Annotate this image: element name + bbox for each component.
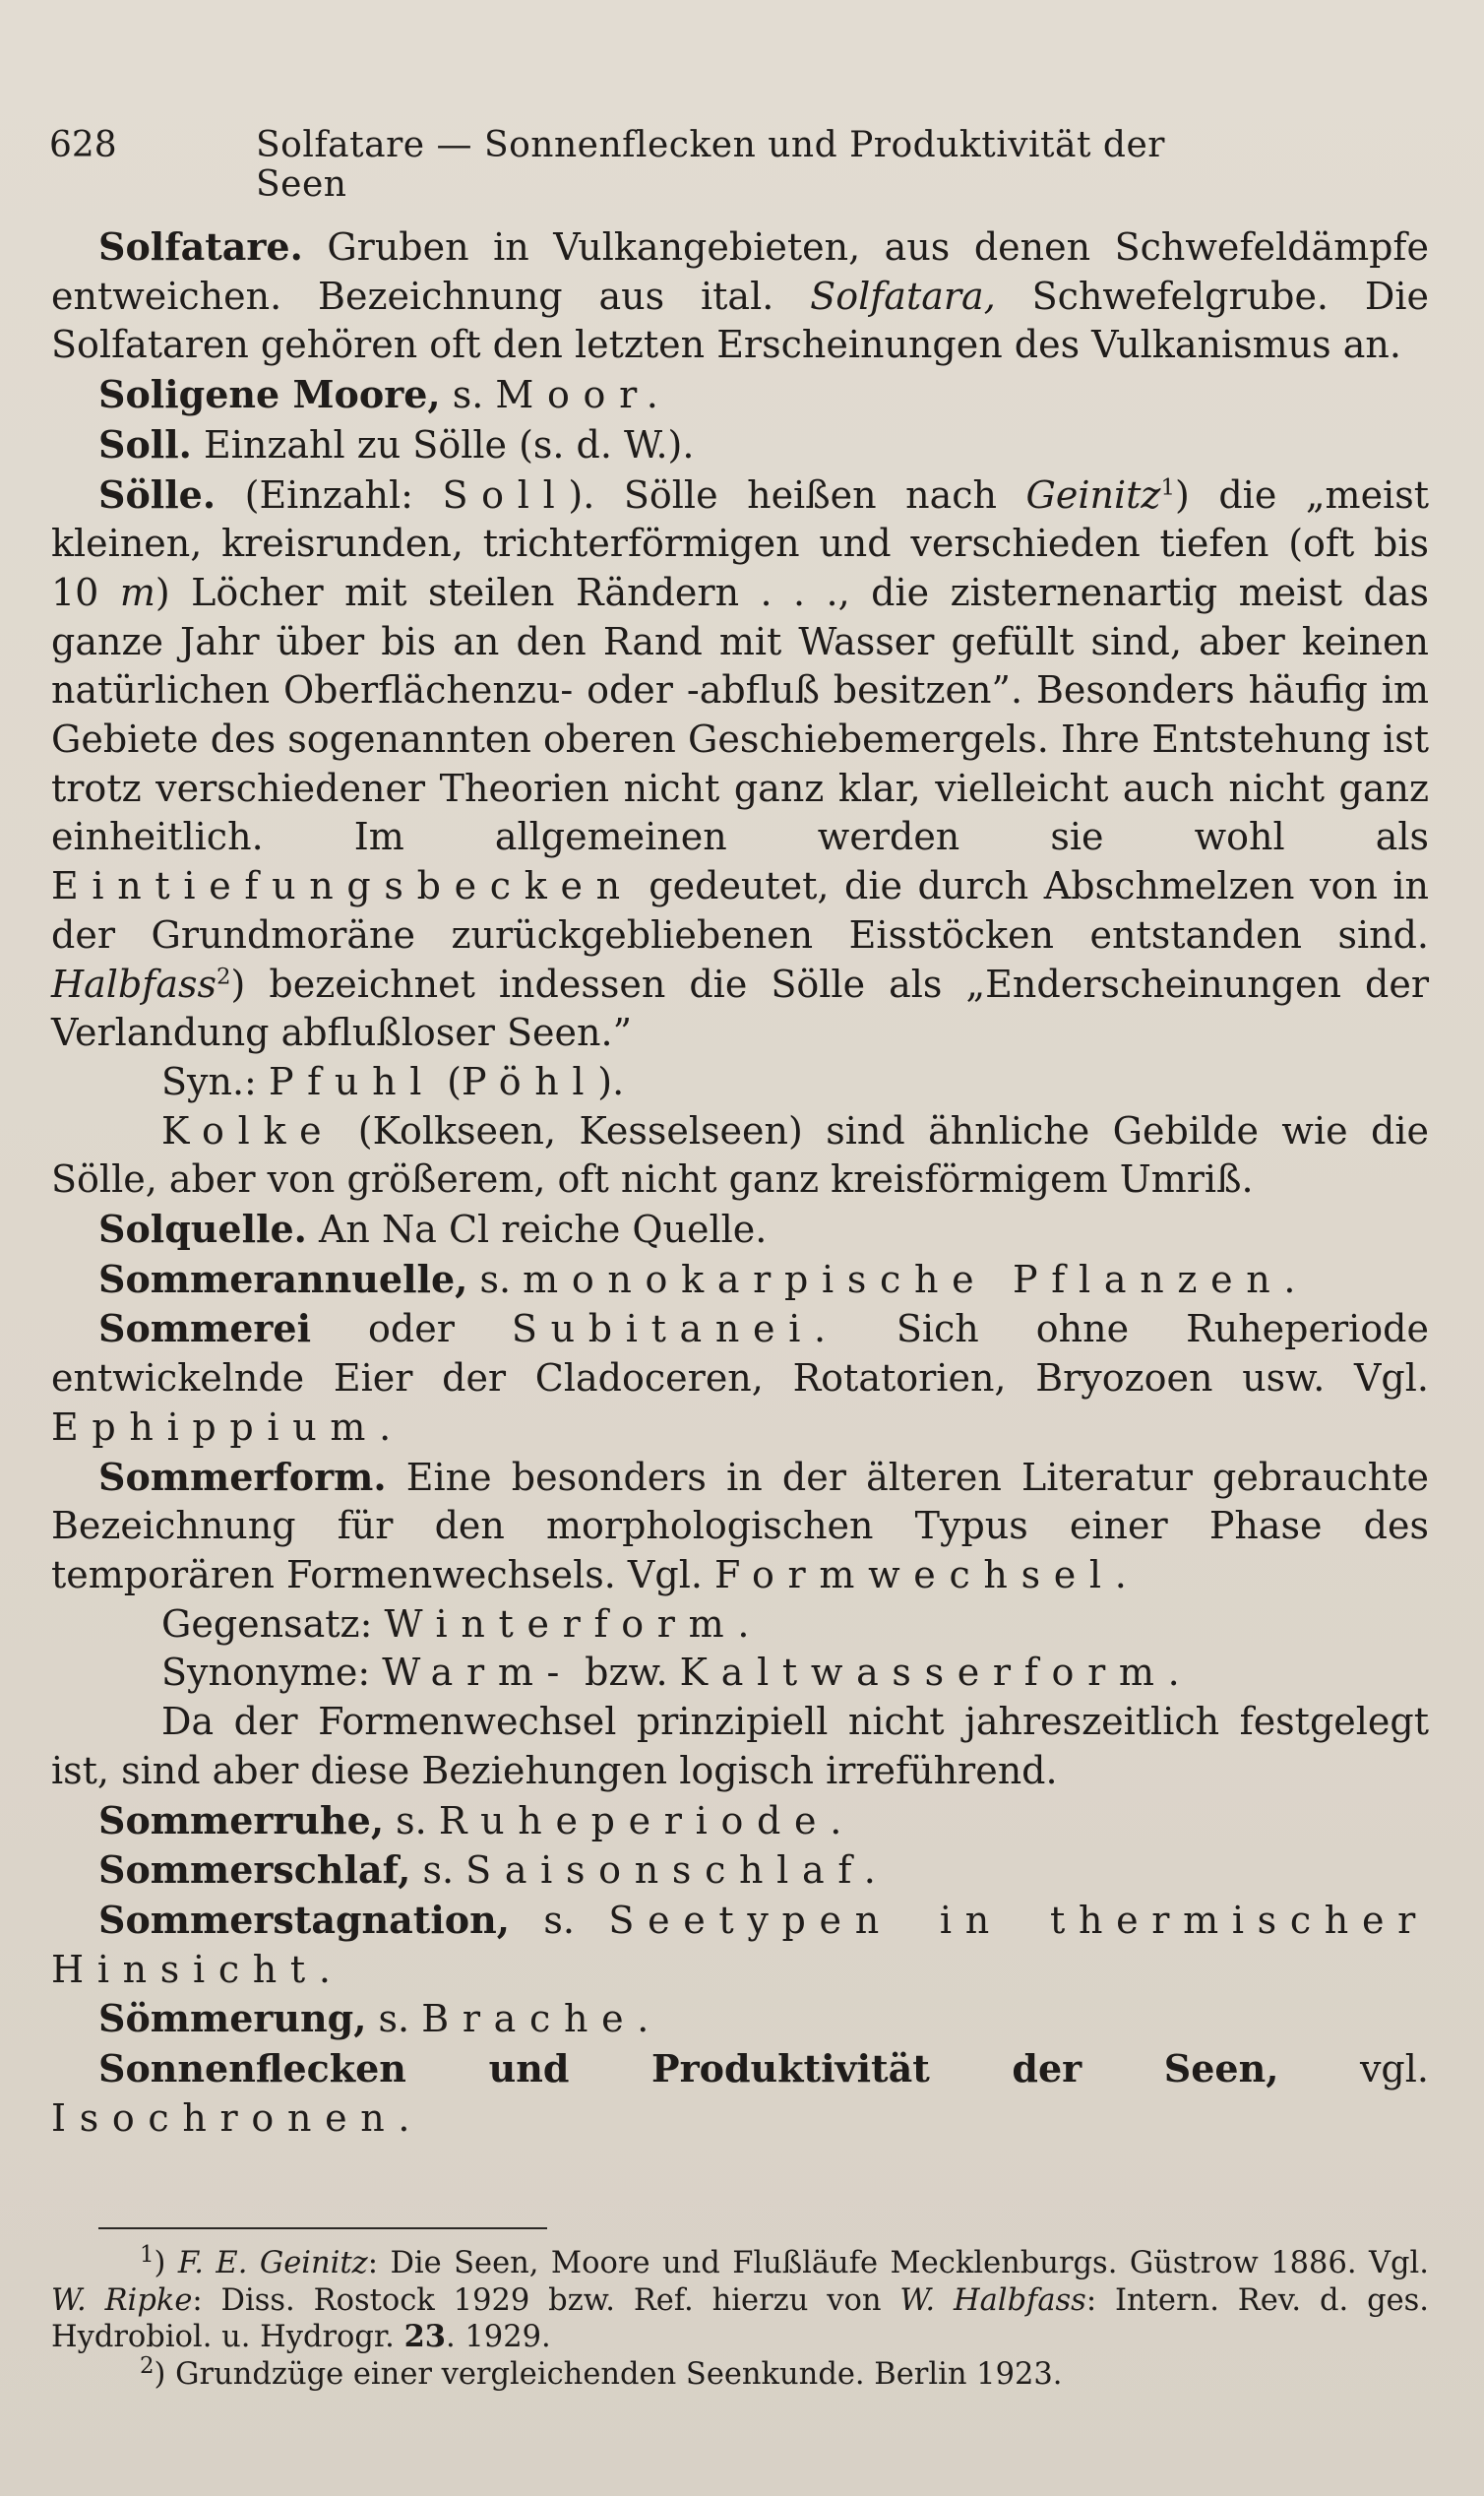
page-number: 628 <box>49 125 117 165</box>
entry-solfatare: Solfatare. Gruben in Vulkangebieten, aus denen Schwefeldämpfe entweichen. Bezeichnung aus ital. Solfatara, Schwefelgrube. Die Solfataren gehören oft den letzten Erscheinungen des Vulkanismus an. <box>51 224 1429 367</box>
footnote-ref: 1 <box>1160 473 1175 500</box>
soelle-synonyms: Syn.: Pfuhl (Pöhl). <box>161 1059 625 1103</box>
entry-term: Sommerform. <box>98 1454 387 1499</box>
cross-reference: monokarpische Pflanzen. <box>523 1257 1310 1301</box>
soelle-kolke: Kolke (Kolkseen, Kesselseen) sind ähnliche Gebilde wie die Sölle, aber von größerem, oft nicht ganz kreisförmigem Umriß. <box>51 1108 1429 1202</box>
entry-term: Soll. <box>98 421 192 467</box>
entry-term: Sommerstagnation, <box>98 1897 510 1942</box>
entry-soll: Soll. Einzahl zu Sölle (s. d. W.). <box>98 421 695 467</box>
sommerform-note: Da der Formenwechsel prinzipiell nicht jahreszeitlich festgelegt ist, sind aber diese Beziehungen logisch irreführend. <box>51 1700 1429 1792</box>
cross-reference: Ephippium. <box>51 1404 404 1449</box>
cross-reference: Brache. <box>421 1997 663 2041</box>
cross-reference: Moor. <box>495 373 672 417</box>
entry-sommerruhe: Sommerruhe, s. Ruheperiode. <box>98 1797 855 1842</box>
entry-term: Sonnenflecken und Produktivität der Seen, <box>98 2046 1279 2091</box>
entry-sommerannuelle: Sommerannuelle, s. monokarpische Pflanzen. <box>98 1256 1310 1301</box>
entry-soemmerung: Sömmerung, s. Brache. <box>98 1996 663 2041</box>
footnote-2: $^2$) Grundzüge einer vergleichenden Seenkunde. Berlin 1923. <box>140 2352 1063 2392</box>
entry-term: Sommerruhe, <box>98 1797 385 1842</box>
sommerform-gegensatz: Gegensatz: Winterform. <box>161 1601 764 1646</box>
cross-reference: Saisonschlaf. <box>465 1848 890 1893</box>
entry-solquelle: Solquelle. An Na Cl reiche Quelle. <box>98 1207 768 1252</box>
entry-soligene-moore: Soligene Moore, s. Moor. <box>98 372 672 417</box>
footnote-1: $^1$) F. E. Geinitz: Die Seen, Moore und Flußläufe Mecklenburgs. Güstrow 1886. Vgl. W. Ripke: Diss. Rostock 1929 bzw. Ref. hierzu von W. Halbfass: Intern. Rev. d. ges. Hydrobiol. u. Hydrogr. 23. 1929. <box>51 2241 1429 2354</box>
entry-term: Soligene Moore, <box>98 372 441 417</box>
dictionary-entries <box>51 222 1429 2143</box>
cross-reference: Ruheperiode. <box>438 1798 855 1842</box>
entry-sommerform: Sommerform. Eine besonders in der älteren Literatur gebrauchte Bezeichnung für den morphologischen Typus einer Phase des temporären Formenwechsels. Vgl. Formwechsel. <box>51 1454 1429 1596</box>
entry-term: Sommerschlaf, <box>98 1847 411 1893</box>
sommerform-synonyme: Synonyme: Warm- bzw. Kaltwasserform. <box>161 1651 1194 1695</box>
entry-sommerei: Sommerei oder Subitanei. Sich ohne Ruheperiode entwickelnde Eier der Cladoceren, Rotatorien, Bryozoen usw. Vgl. Ephippium. <box>51 1306 1429 1449</box>
running-title: Solfatare — Sonnenflecken und Produktivität der Seen <box>256 125 1165 205</box>
cross-reference: Isochronen. <box>51 2095 424 2140</box>
entry-sonnenflecken: Sonnenflecken und Produktivität der Seen, vgl. Isochronen. <box>51 2046 1429 2140</box>
author-name: Halbfass <box>51 962 216 1006</box>
footnote-ref: 2 <box>216 963 231 989</box>
entry-sommerschlaf: Sommerschlaf, s. Saisonschlaf. <box>98 1847 890 1893</box>
entry-soelle: Sölle. (Einzahl: Soll). Sölle heißen nach Geinitz$^1$) die „meist kleinen, kreisrunden, trichterförmigen und verschieden tiefen (oft bis 10 m) Löcher mit steilen Rändern . . ., die zisternenartig meist das ganze Jahr über bis an den Rand mit Wasser gefüllt sind, aber keinen natürlichen Oberflächenzu- oder -abfluß besitzen”. Besonders häufig im Gebiete des sogenannten oberen Geschiebemergels. Ihre Entstehung ist trotz verschiedener Theorien nicht ganz klar, vielleicht auch nicht ganz einheitlich. Im allgemeinen werden sie wohl als Eintiefungsbecken gedeutet, die durch Abschmelzen von in der Grundmoräne zurückgebliebenen Eisstöcken entstanden sind. Halbfass$^2$) bezeichnet indessen die Sölle als „Enderscheinungen der Verlandung abflußloser Seen.” <box>51 471 1429 1055</box>
entry-term: Sommerei <box>98 1306 312 1351</box>
cross-reference: Seetypen in thermischer Hinsicht. <box>51 1898 1429 1991</box>
entry-term: Sölle. <box>98 471 216 517</box>
entry-term: Sommerannuelle, <box>98 1256 468 1301</box>
author-name: Geinitz <box>1025 472 1161 517</box>
entry-term: Solfatare. <box>98 224 303 269</box>
cross-reference: Formwechsel. <box>714 1552 1141 1596</box>
entry-sommerstagnation: Sommerstagnation, s. Seetypen in thermischer Hinsicht. <box>51 1897 1429 1991</box>
entry-term: Sömmerung, <box>98 1996 367 2041</box>
footnotes <box>51 2241 1429 2393</box>
entry-term: Solquelle. <box>98 1207 307 1252</box>
footnote-divider <box>98 2227 547 2229</box>
